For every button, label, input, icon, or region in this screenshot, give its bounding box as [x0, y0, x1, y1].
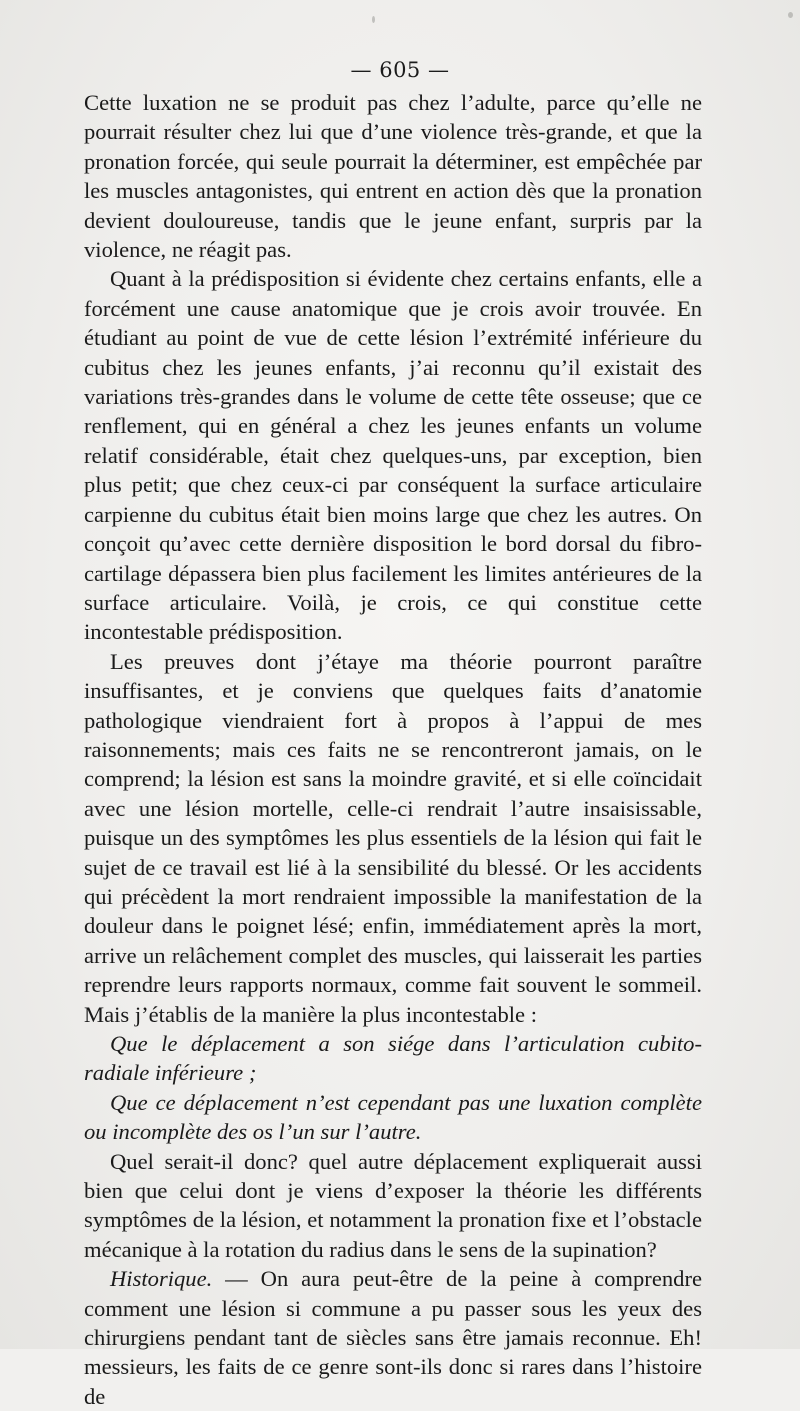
paragraph-predisposition: Quant à la prédisposition si évidente chez certains enfants, elle a forcément une cause anatomique que je crois avoir trouvée. En étudiant au point de vue de cette lésion l’extrémité inférieure du cubitus chez les jeunes enfants, j’ai reconnu qu’il existait des variations très-grandes dans le volume de cette tête osseuse; que ce renflement, qui en général a chez les jeunes enfants un volume relatif considérable, était chez quelques-uns, par exception, bien plus petit; que chez ceux-ci par conséquent la surface articulaire carpienne du cubitus était bien moins large que chez les autres. On conçoit qu’avec cette dernière disposition le bord dorsal du fibro-cartilage dépassera bien plus facilement les limites antérieures de la surface articulaire. Voilà, je crois, ce qui constitue cette incontestable prédisposition.: [84, 266, 702, 645]
conclusion-pas-luxation: Que ce déplacement n’est cependant pas une luxation complète ou incomplète des os l’un sur l’autre.: [84, 1089, 702, 1145]
print-speck: [788, 12, 793, 18]
print-speck: [372, 16, 375, 23]
paragraph-question: Quel serait-il donc? quel autre déplacement expliquerait aussi bien que celui dont je viens d’exposer la théorie les différents symptômes de la lésion, et notamment la pronation fixe et l’obstacle mécanique à la rotation du radius dans le sens de la supination?: [84, 1148, 702, 1262]
paragraph-continuation: Cette luxation ne se produit pas chez l’adulte, parce qu’elle ne pourrait résulter chez lui que d’une violence très-grande, et que la pronation forcée, qui seule pourrait la déterminer, est empêchée par les muscles antagonistes, qui entrent en action dès que la pronation devient douloureuse, tandis que le jeune enfant, surpris par la violence, ne réagit pas.: [84, 90, 702, 263]
historique-text: — On aura peut-être de la peine à comprendre comment une lésion si commune a pu passer sous les yeux des chirurgiens pendant tant de siècles sans être jamais reconnue. Eh! messieurs, les faits de ce genre sont-ils donc si rares dans l’histoire de: [84, 1266, 702, 1409]
body-text: [84, 88, 702, 1411]
historique-heading: Historique.: [109, 1266, 213, 1292]
paragraph-historique: [84, 1264, 702, 1411]
page-number: — 605 —: [350, 58, 450, 82]
conclusion-deplacement-siege: Que le déplacement a son siége dans l’articulation cubito-radiale inférieure ;: [84, 1031, 702, 1086]
paragraph-preuves: Les preuves dont j’étaye ma théorie pourront paraître insuffisantes, et je conviens que quelques faits d’anatomie pathologique viendraient fort à propos à l’appui de mes raisonnements; mais ces faits ne se rencontreront jamais, on le comprend; la lésion est sans la moindre gravité, et si elle coïncidait avec une lésion mortelle, celle-ci rendrait l’autre insaisissable, puisque un des symptômes les plus essentiels de la lésion qui fait le sujet de ce travail est lié à la sensibilité du blessé. Or les accidents qui précèdent la mort rendraient impossible la manifestation de la douleur dans le poignet lésé; enfin, immédiatement après la mort, arrive un relâchement complet des muscles, qui laisserait les parties reprendre leurs rapports normaux, comme fait souvent le sommeil. Mais j’établis de la manière la plus incontestable :: [84, 648, 702, 1027]
